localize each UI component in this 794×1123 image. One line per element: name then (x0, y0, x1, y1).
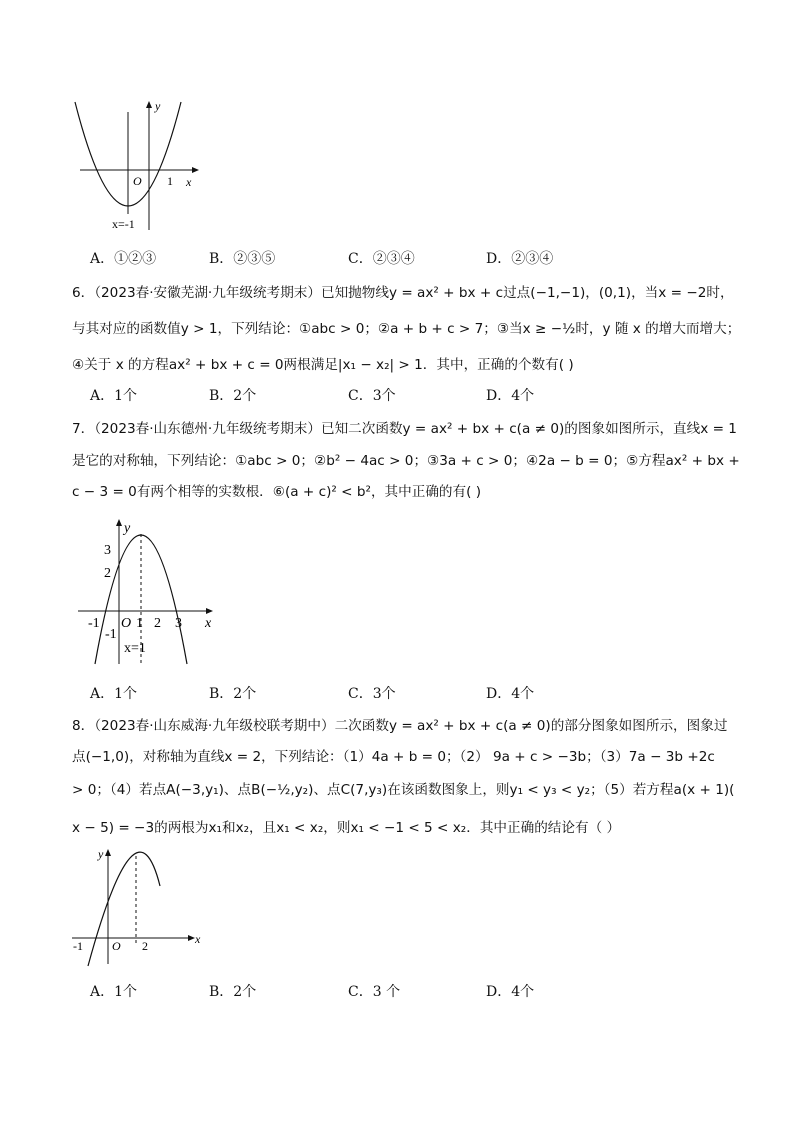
q5-tick-1-label: 1 (167, 174, 173, 188)
q8-option-a[interactable]: A．1个 (90, 984, 138, 1000)
q8-option-b[interactable]: B．2个 (209, 984, 257, 1000)
q7-option-d[interactable]: D．4个 (486, 686, 535, 702)
q8-text-line-2: 点(−1,0)，对称轴为直线x = 2，下列结论：（1）4a + b = 0；（2） 9a + c > −3b；（3）7a − 3b +2c (72, 749, 715, 765)
q7-ym1-label: -1 (105, 627, 117, 642)
q8-x-label: x (195, 932, 201, 946)
q6-option-a[interactable]: A．1个 (90, 388, 138, 404)
q6-option-c[interactable]: C．3个 (348, 388, 396, 404)
q6-option-d[interactable]: D．4个 (486, 388, 535, 404)
q5-x-label: x (186, 175, 192, 189)
q7-text-line-1: 7．（2023春·山东德州·九年级统考期末）已知二次函数y = ax² + bx + c(a ≠ 0)的图象如图所示，直线x = 1 (72, 421, 737, 437)
q8-text-line-4: x − 5) = −3的两根为x₁和x₂，且x₁ < x₂，则x₁ < −1 < 5 < x₂．其中正确的结论有（ ） (72, 820, 621, 836)
q7-xm1-label: -1 (88, 616, 100, 631)
q7-x1-label: 1 (136, 616, 143, 631)
q8-option-d[interactable]: D．4个 (486, 984, 535, 1000)
q5-y-label: y (155, 99, 161, 113)
q7-option-c[interactable]: C．3个 (348, 686, 396, 702)
q5-origin-label: O (133, 174, 142, 188)
q7-parabola-figure (72, 514, 222, 674)
q8-text-line-3: > 0；（4）若点A(−3,y₁)、点B(−½,y₂)、点C(7,y₃)在该函数图象上，则y₁ < y₃ < y₂；（5）若方程a(x + 1)( (72, 782, 735, 798)
q7-text-line-2: 是它的对称轴，下列结论：①abc > 0；②b² − 4ac > 0；③3a + c > 0；④2a − b = 0；⑤方程ax² + bx + (72, 453, 740, 469)
q5-parabola-figure (72, 96, 202, 236)
q7-origin-label: O (121, 616, 132, 631)
q8-parabola-figure (70, 846, 210, 972)
q8-xm1-label: -1 (73, 939, 83, 953)
q6-text-line-1: 6．（2023春·安徽芜湖·九年级统考期末）已知抛物线y = ax² + bx + c过点(−1,−1)，(0,1)，当x = −2时， (72, 285, 734, 301)
q7-x2-label: 2 (154, 616, 161, 631)
q6-text-line-2: 与其对应的函数值y > 1，下列结论：①abc > 0；②a + b + c > 7；③当x ≥ −½时，y 随 x 的增大而增大； (72, 321, 741, 337)
q6-text-line-3: ④关于 x 的方程ax² + bx + c = 0两根满足|x₁ − x₂| > 1．其中，正确的个数有( ) (72, 357, 574, 373)
q7-option-b[interactable]: B．2个 (209, 686, 257, 702)
q5-option-a[interactable]: A．①②③ (90, 251, 157, 267)
q8-text-line-1: 8．（2023春·山东威海·九年级校联考期中）二次函数y = ax² + bx + c(a ≠ 0)的部分图象如图所示，图象过 (72, 718, 728, 734)
q7-option-a[interactable]: A．1个 (90, 686, 138, 702)
q8-origin-label: O (112, 939, 121, 953)
q8-x2-label: 2 (142, 939, 148, 953)
q5-option-d[interactable]: D．②③④ (486, 251, 554, 267)
q7-text-line-3: c − 3 = 0有两个相等的实数根．⑥(a + c)² < b²，其中正确的有( ) (72, 484, 482, 500)
q5-option-b[interactable]: B．②③⑤ (209, 251, 276, 267)
q5-axis-label: x=-1 (112, 217, 135, 231)
q7-x3-label: 3 (175, 616, 182, 631)
q7-axis-label: x=1 (124, 641, 146, 656)
q7-x-label: x (205, 616, 212, 631)
q6-option-b[interactable]: B．2个 (209, 388, 257, 404)
q7-y3-label: 3 (104, 543, 111, 558)
q8-y-label: y (98, 847, 104, 861)
q7-y2-label: 2 (104, 566, 111, 581)
q7-y-label: y (124, 521, 131, 536)
q8-option-c[interactable]: C．3 个 (348, 984, 401, 1000)
q8-parabola-curve (88, 852, 160, 966)
q5-option-c[interactable]: C．②③④ (348, 251, 415, 267)
